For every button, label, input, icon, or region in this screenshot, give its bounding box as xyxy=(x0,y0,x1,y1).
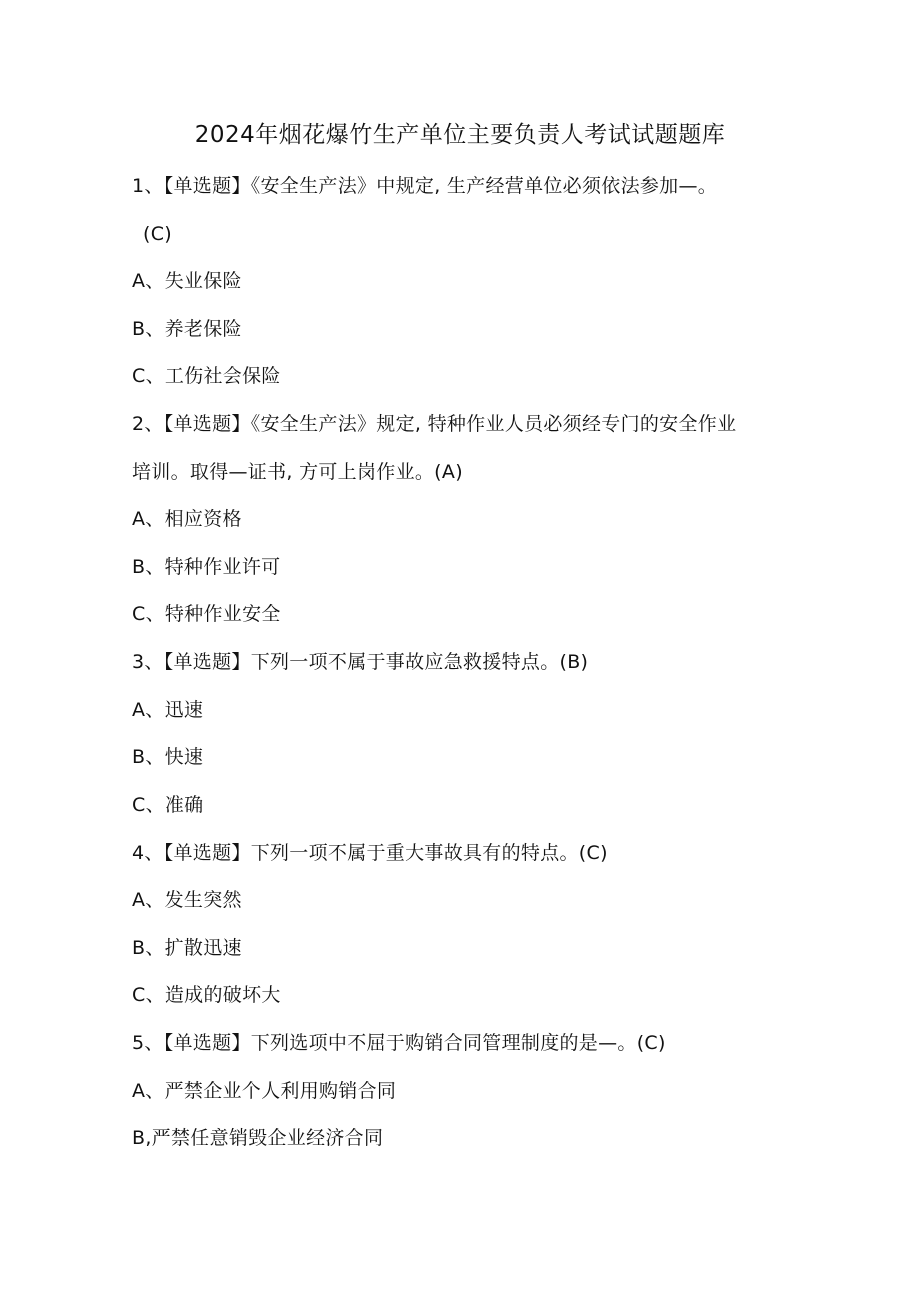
document-title: 2024年烟花爆竹生产单位主要负责人考试试题题库 xyxy=(194,122,726,148)
question-2-stem: 2、【单选题】《安全生产法》规定, 特种作业人员必须经专门的安全作业 xyxy=(132,413,737,435)
question-2-option-a: A、相应资格 xyxy=(132,508,242,530)
question-4-option-c: C、造成的破坏大 xyxy=(132,984,281,1006)
question-5-stem: 5、【单选题】下列选项中不屈于购销合同管理制度的是—。(C) xyxy=(132,1032,666,1054)
question-5-option-b: B,严禁任意销毁企业经济合同 xyxy=(132,1127,384,1149)
question-2-option-c: C、特种作业安全 xyxy=(132,603,281,625)
question-4-stem: 4、【单选题】下列一项不属于重大事故具有的特点。(C) xyxy=(132,842,608,864)
question-1-option-b: B、养老保险 xyxy=(132,318,242,340)
question-3-option-c: C、准确 xyxy=(132,794,204,816)
question-3-stem: 3、【单选题】下列一项不属于事故应急救援特点。(B) xyxy=(132,651,589,673)
question-2-option-b: B、特种作业许可 xyxy=(132,556,281,578)
question-3-option-b: B、快速 xyxy=(132,746,204,768)
question-4-option-a: A、发生突然 xyxy=(132,889,242,911)
question-2-stem-continued: 培训。取得—证书, 方可上岗作业。(A) xyxy=(132,461,463,483)
question-3-option-a: A、迅速 xyxy=(132,699,204,721)
question-1-option-c: C、工伤社会保险 xyxy=(132,365,281,387)
question-1-option-a: A、失业保险 xyxy=(132,270,242,292)
question-4-option-b: B、扩散迅速 xyxy=(132,937,242,959)
question-1-stem: 1、【单选题】《安全生产法》中规定, 生产经营单位必须依法参加—。 xyxy=(132,175,718,197)
question-5-option-a: A、严禁企业个人利用购销合同 xyxy=(132,1080,397,1102)
question-1-answer: (C) xyxy=(143,223,172,245)
